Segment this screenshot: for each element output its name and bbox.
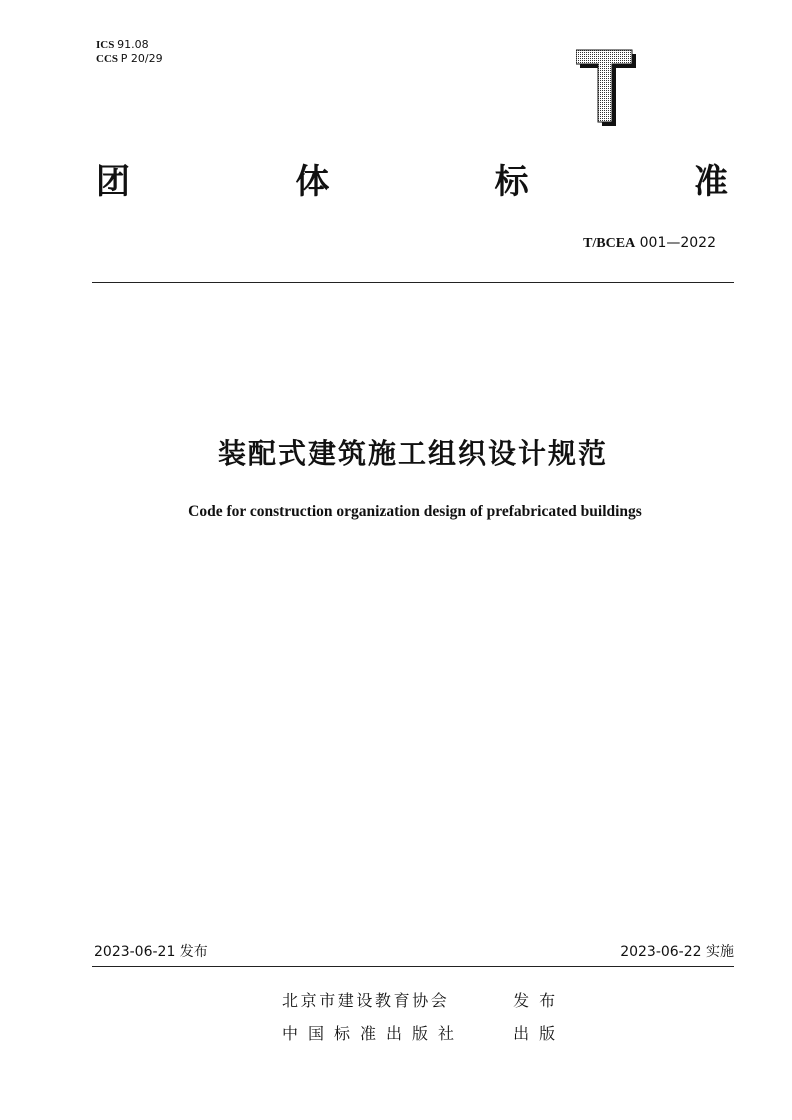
ccs-code: P 20/29 bbox=[120, 52, 163, 65]
publisher-row bbox=[282, 1024, 565, 1044]
ccs-line bbox=[96, 52, 163, 66]
document-title-en: Code for construction organization design of prefabricated buildings bbox=[188, 503, 642, 520]
document-title-cn: 装配式建筑施工组织设计规范 bbox=[217, 437, 608, 470]
issue-date: 2023-06-21 发布 bbox=[94, 944, 208, 960]
publisher-row bbox=[282, 991, 565, 1011]
ics-prefix: ICS bbox=[96, 39, 115, 51]
standard-code-number: 001—2022 bbox=[639, 235, 716, 251]
standard-code bbox=[583, 234, 716, 253]
implementation-date: 2023-06-22 实施 bbox=[620, 944, 734, 960]
ccs-prefix: CCS bbox=[96, 53, 119, 65]
ics-line bbox=[96, 38, 163, 52]
classification-codes bbox=[96, 38, 163, 66]
publisher-role: 发布 bbox=[513, 991, 566, 1010]
standard-type-heading bbox=[96, 160, 728, 204]
standard-type-char: 准 bbox=[693, 162, 728, 202]
standard-code-prefix: T/BCEA bbox=[583, 236, 636, 251]
standard-type-char: 体 bbox=[295, 162, 330, 202]
publisher-org: 中国标准出版社 bbox=[282, 1024, 465, 1043]
ics-code: 91.08 bbox=[117, 38, 149, 51]
t-standard-logo-icon bbox=[576, 48, 638, 128]
standard-type-char: 团 bbox=[96, 162, 130, 202]
footer-divider bbox=[92, 966, 734, 967]
header-divider bbox=[92, 282, 734, 283]
publisher-role: 出版 bbox=[513, 1024, 566, 1043]
standard-type-char: 标 bbox=[494, 162, 529, 202]
publisher-org: 北京市建设教育协会 bbox=[282, 991, 450, 1010]
